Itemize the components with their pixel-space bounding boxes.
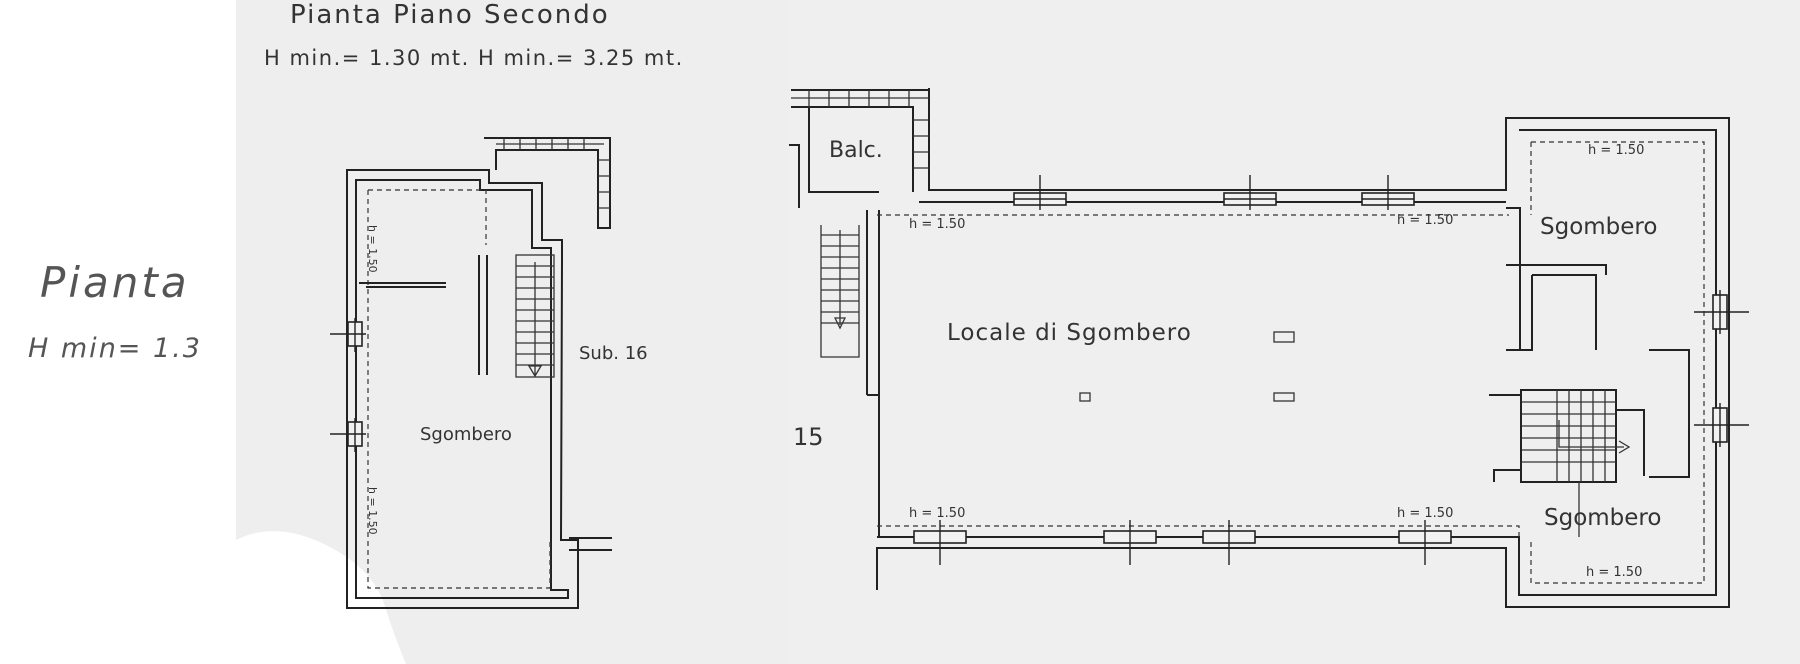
height-bottom-right: h = 1.50 <box>1397 506 1454 521</box>
bottom-windows <box>914 520 1451 565</box>
stair-treads <box>1521 390 1616 482</box>
height-room-top: h = 1.50 <box>1588 143 1645 158</box>
left-fragment-panel <box>0 0 236 664</box>
corridor-partition <box>1649 350 1689 477</box>
second-floor-plan-drawing <box>236 0 789 664</box>
balcony-label: Balc. <box>829 138 883 163</box>
main-room-label: Locale di Sgombero <box>947 320 1192 346</box>
outer-wall <box>347 170 578 608</box>
left-wall <box>867 210 879 537</box>
sgombero-room-label: Sgombero <box>420 424 512 445</box>
height-bottom-left: h = 1.50 <box>909 506 966 521</box>
chimney-3 <box>1080 393 1090 401</box>
chimney-2 <box>1274 393 1294 401</box>
second-floor-plan-sheet <box>236 0 789 664</box>
top-windows <box>1014 175 1414 210</box>
plan-subtitle: H min.= 1.30 mt. H min.= 3.25 mt. <box>264 46 684 70</box>
height-label-bottom: h = 1.50 <box>366 487 379 535</box>
height-top-left: h = 1.50 <box>909 217 966 232</box>
room-top-label: Sgombero <box>1540 214 1658 240</box>
right-windows <box>1694 290 1749 447</box>
height-room-bottom: h = 1.50 <box>1586 565 1643 580</box>
main-plan-sheet <box>789 0 1800 664</box>
height-top-right: h = 1.50 <box>1397 213 1454 228</box>
stair-arrow <box>529 262 541 376</box>
inner-wall <box>356 180 568 598</box>
left-edge-wall <box>789 145 799 208</box>
main-plan-drawing <box>789 0 1800 664</box>
room-bottom-label: Sgombero <box>1544 505 1662 531</box>
dashed-height-line <box>877 215 1519 537</box>
left-fragment-height-note: H min= 1.3 <box>28 333 202 364</box>
stair-wall <box>479 255 487 375</box>
terrace-tiles <box>496 138 610 208</box>
sub-15-label: 15 <box>793 423 824 451</box>
height-label-top: h = 1.50 <box>366 225 379 273</box>
plan-title: Pianta Piano Secondo <box>290 0 610 30</box>
chimney-1 <box>1274 332 1294 342</box>
partition-wall <box>359 283 446 287</box>
dashed-height-line <box>368 190 550 588</box>
sub-16-label: Sub. 16 <box>579 343 648 364</box>
left-fragment-title: Pianta <box>40 258 190 307</box>
